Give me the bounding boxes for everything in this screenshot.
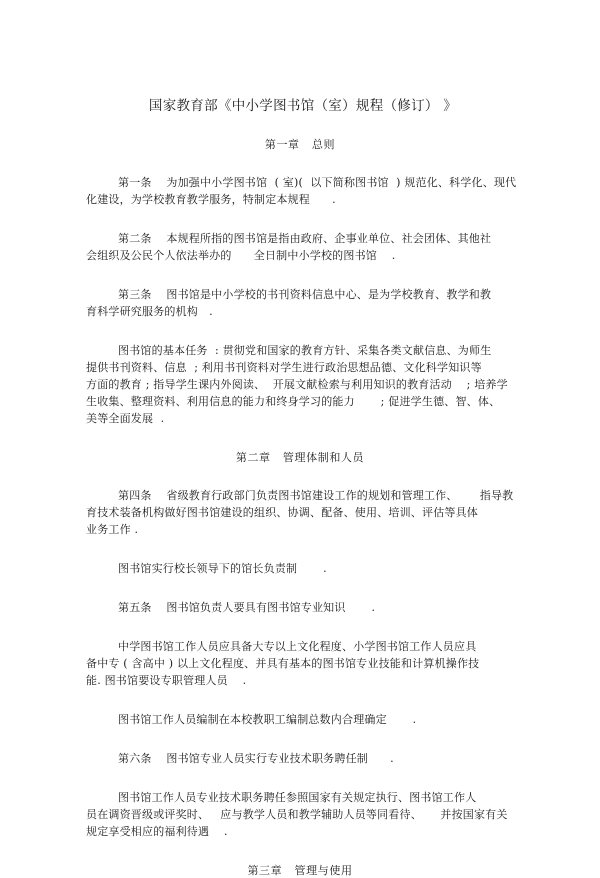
staff-qualification-paragraph: [86, 638, 514, 689]
paragraph-line: 能. 图书馆要设专职管理人员 .: [86, 674, 247, 687]
paragraph-line: 第一条 为加强中小学图书馆 ( 室)( 以下简称图书馆 ) 规范化、科学化、现代: [118, 176, 517, 189]
paragraph-line: 图书馆工作人员编制在本校教职工编制总数内合理确定 .: [118, 713, 417, 726]
paragraph-line: 第二条 本规程所指的图书馆是指由政府、企事业单位、社会团体、其他社: [118, 232, 492, 245]
chapter-heading-1: 第一章 总则: [264, 138, 336, 151]
basic-tasks-paragraph: [86, 342, 514, 427]
article-3-paragraph: [86, 286, 514, 320]
paragraph-line: 育科学研究服务的机构 .: [86, 305, 213, 318]
paragraph-line: 方面的教育 ; 指导学生课内外阅读、 开展文献检索与利用知识的教育活动 ; 培养学: [86, 378, 508, 391]
article-4-paragraph: [86, 487, 514, 538]
paragraph-line: 图书馆实行校长领导下的馆长负责制 .: [118, 562, 327, 575]
paragraph-line: 员在调资晋级或评奖时、 应与教学人员和教学辅助人员等同看待、 并按国家有关: [86, 808, 508, 821]
paragraph-line: 美等全面发展 .: [86, 412, 165, 425]
paragraph-line: 第四条 省级教育行政部门负责图书馆建设工作的规划和管理工作、 指导教: [118, 489, 514, 502]
document-title: 国家教育部《中小学图书馆（室）规程（修订） 》: [148, 98, 458, 114]
article-6-paragraph: [86, 750, 514, 767]
paragraph-line: 化建设，为学校教育教学服务，特制定本规程 .: [86, 193, 336, 206]
paragraph-line: 会组织及公民个人依法举办的 全日制中小学校的图书馆 .: [86, 249, 396, 262]
article-5-paragraph: [86, 599, 514, 616]
director-responsibility-paragraph: [86, 560, 514, 577]
chapter-heading-3: 第三章 管理与使用: [247, 864, 353, 877]
paragraph-line: 规定享受相应的福利待遇 .: [86, 825, 228, 838]
paragraph-line: 业务工作 .: [86, 523, 139, 536]
paragraph-line: 提供书刊资料、信息 ; 利用书刊资料对学生进行政治思想品德、文化科学知识等: [86, 361, 482, 374]
paragraph-line: 第六条 图书馆专业人员实行专业技术职务聘任制 .: [118, 752, 394, 765]
staff-quota-paragraph: [86, 711, 514, 728]
paragraph-line: 生收集、整理资料、利用信息的能力和终身学习的能力 ; 促进学生德、智、体、: [86, 395, 501, 408]
article-1-paragraph: [86, 174, 517, 208]
chapter-heading-2: 第二章 管理体制和人员: [235, 451, 365, 464]
paragraph-line: 育技术装备机构做好图书馆建设的组织、协调、配备、使用、培训、评估等具体: [86, 506, 478, 519]
paragraph-line: 备中专 ( 含高中 ) 以上文化程度、并具有基本的图书馆专业技能和计算机操作技: [86, 657, 480, 670]
paragraph-line: 中学图书馆工作人员应具备大专以上文化程度、小学图书馆工作人员应具: [118, 640, 477, 653]
staff-promotion-paragraph: [86, 789, 514, 840]
article-2-paragraph: [86, 230, 514, 264]
paragraph-line: 第三条 图书馆是中小学校的书刊资料信息中心、是为学校教育、教学和教: [118, 288, 492, 301]
paragraph-line: 图书馆的基本任务 : 贯彻党和国家的教育方针、采集各类文献信息、为师生: [118, 344, 492, 357]
paragraph-line: 图书馆工作人员专业技术职务聘任参照国家有关规定执行、图书馆工作人: [118, 791, 477, 804]
paragraph-line: 第五条 图书馆负责人要具有图书馆专业知识 .: [118, 601, 376, 614]
